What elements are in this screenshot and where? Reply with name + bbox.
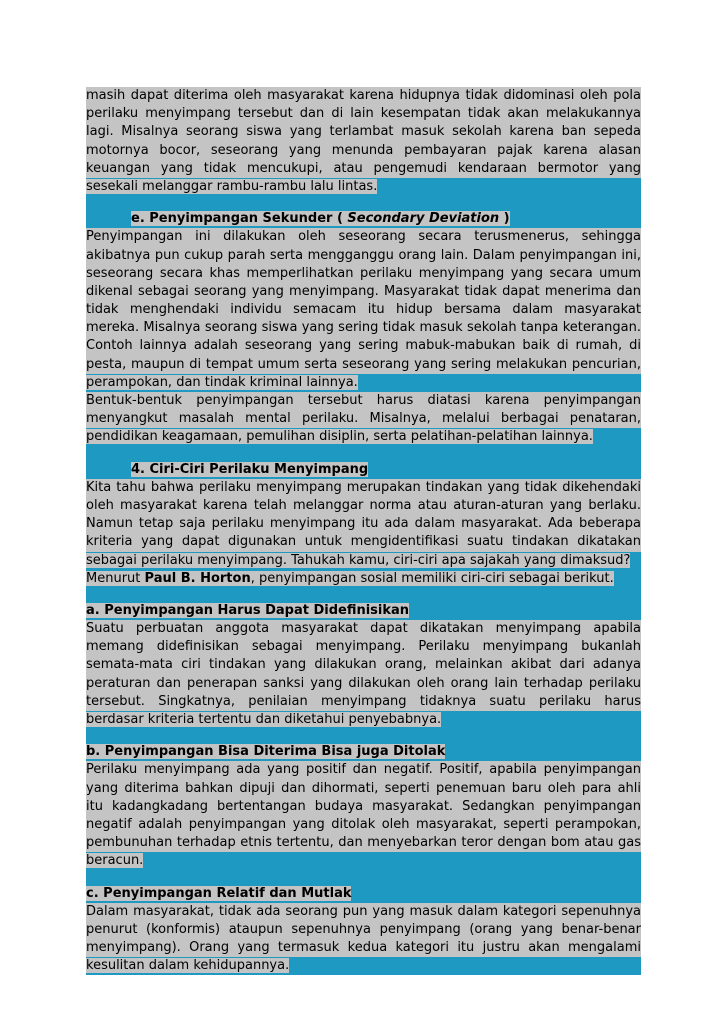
text-line xyxy=(86,903,641,921)
text-line-content: Dalam masyarakat, tidak ada seorang pun yang masuk dalam kategori sepenuhnya xyxy=(86,903,641,921)
heading-penyimpangan-sekunder xyxy=(86,210,641,228)
text-line xyxy=(86,479,641,497)
text-line xyxy=(86,656,641,674)
text-line-content: masih dapat diterima oleh masyarakat karena hidupnya tidak didominasi oleh pola xyxy=(86,87,641,105)
text-line-content: Penyimpangan ini dilakukan oleh seseorang secara terusmenerus, sehingga xyxy=(86,228,641,246)
text-line-content: beracun. xyxy=(86,853,144,869)
heading-prefix: e. Penyimpangan Sekunder ( xyxy=(131,211,348,227)
text-line-content: sebagai perilaku menyimpang. Tahukah kamu, ciri-ciri apa sajakah yang dimaksud? xyxy=(86,552,631,568)
text-line xyxy=(86,533,641,551)
text-line xyxy=(86,638,641,656)
heading-relatif-mutlak xyxy=(86,885,641,903)
text-line xyxy=(86,356,641,374)
text-line-content: Kita tahu bahwa perilaku menyimpang merupakan tindakan yang tidak dikehendaki xyxy=(86,479,641,497)
text-line-content: menyangkut masalah mental perilaku. Misalnya, melalui berbagai penataran, xyxy=(86,410,641,428)
text-line xyxy=(86,693,641,711)
text-line xyxy=(86,834,641,852)
text-line-content: dikenal sebagai seorang yang menyimpang. Masyarakat tidak dapat menerima dan xyxy=(86,283,641,301)
text-line xyxy=(86,552,641,570)
text-line xyxy=(86,319,641,337)
text-line-content: berdasar kriteria tertentu dan diketahui penyebabnya. xyxy=(86,712,442,727)
text-line-content: lagi. Misalnya seorang siswa yang terlambat masuk sekolah karena ban sepeda xyxy=(86,123,641,141)
text-line-content: Namun tetap saja perilaku menyimpang itu ada dalam masyarakat. Ada beberapa xyxy=(86,515,641,533)
text-line xyxy=(86,374,641,392)
text-line-content: tidak menghendaki individu semacam itu hidup bersama dalam masyarakat xyxy=(86,301,641,319)
document-body xyxy=(86,87,641,975)
paragraph-gap xyxy=(86,729,641,743)
text-line-content: kesulitan dalam kehidupannya. xyxy=(86,958,290,974)
text-line xyxy=(86,160,641,178)
heading-ciri-ciri-text: 4. Ciri-Ciri Perilaku Menyimpang xyxy=(131,461,369,477)
text-line-content: menyimpang). Orang yang termasuk kedua kategori itu justru akan mengalami xyxy=(86,939,641,957)
text-line xyxy=(86,515,641,533)
text-line xyxy=(86,497,641,515)
text-line-content: negatif adalah penyimpangan yang ditolak oleh masyarakat, seperti perampokan, xyxy=(86,816,641,834)
heading-suffix: ) xyxy=(499,211,510,227)
text-line-content: sesekali melanggar rambu-rambu lalu lintas. xyxy=(86,178,378,194)
text-line xyxy=(86,620,641,638)
text-line-content: kriteria yang dapat digunakan untuk mengidentifikasi suatu tindakan dikatakan xyxy=(86,533,641,551)
text-line xyxy=(86,392,641,410)
text-line xyxy=(86,780,641,798)
text-line-content: memang didefinisikan sebagai menyimpang. Perilaku menyimpang bukanlah xyxy=(86,638,641,656)
text-line-content: Contoh lainnya adalah seseorang yang sering mabuk-mabukan baik di rumah, di xyxy=(86,337,641,355)
heading-didefinisikan xyxy=(86,602,641,620)
text-line-content: yang diterima bahkan dipuji dan dihormati, seperti penemuan baru oleh para ahli xyxy=(86,780,641,798)
text-line xyxy=(86,105,641,123)
text-line-content: keuangan yang tidak mencukupi, atau pengemudi kendaraan bermotor yang xyxy=(86,160,641,178)
text-line xyxy=(86,142,641,160)
text-line-content: oleh masyarakat karena telah melanggar norma atau aturan-aturan yang berlaku. xyxy=(86,497,641,515)
heading-diterima-ditolak xyxy=(86,743,641,761)
text-line-content: itu kadangkadang bertentangan budaya masyarakat. Sedangkan penyimpangan xyxy=(86,798,641,816)
text-line xyxy=(86,247,641,265)
text-line xyxy=(86,761,641,779)
text-line xyxy=(86,123,641,141)
text-line xyxy=(86,228,641,246)
text-line-content: Bentuk-bentuk penyimpangan tersebut harus diatasi karena penyimpangan xyxy=(86,392,641,410)
text-line xyxy=(86,852,641,870)
paragraph-gap xyxy=(86,447,641,461)
paragraph-gap xyxy=(86,196,641,210)
text-line xyxy=(86,428,641,446)
text-line-content: pendidikan keagamaan, pemulihan disiplin, serta pelatihan-pelatihan lainnya. xyxy=(86,429,593,445)
text-line-content: mereka. Misalnya seorang siswa yang sering tidak masuk sekolah tanpa keterangan. xyxy=(86,319,641,337)
text-segment: Menurut xyxy=(86,570,145,586)
heading-italic-term: Secondary Deviation xyxy=(347,211,500,227)
paragraph-gap xyxy=(86,588,641,602)
heading-diterima-ditolak-text: b. Penyimpangan Bisa Diterima Bisa juga Ditolak xyxy=(86,744,446,760)
text-line xyxy=(86,711,641,729)
text-line-content: penurut (konformis) ataupun sepenuhnya penyimpang (orang yang benar-benar xyxy=(86,921,641,939)
author-name: Paul B. Horton xyxy=(144,570,251,586)
text-line xyxy=(86,798,641,816)
heading-relatif-mutlak-text: c. Penyimpangan Relatif dan Mutlak xyxy=(86,885,352,901)
text-line-content: tersebut. Singkatnya, penilaian menyimpang tidaknya suatu perilaku harus xyxy=(86,693,641,711)
text-line xyxy=(86,921,641,939)
text-line-content: pembunuhan terhadap etnis tertentu, dan menyebarkan teror dengan bom atau gas xyxy=(86,834,641,852)
heading-didefinisikan-text: a. Penyimpangan Harus Dapat Didefinisikan xyxy=(86,602,410,618)
text-line xyxy=(86,283,641,301)
text-line xyxy=(86,178,641,196)
text-line xyxy=(86,87,641,105)
text-line-content xyxy=(86,571,614,586)
text-line-content: Suatu perbuatan anggota masyarakat dapat dikatakan menyimpang apabila xyxy=(86,620,641,638)
paragraph-gap xyxy=(86,871,641,885)
text-line xyxy=(86,957,641,975)
text-line xyxy=(86,265,641,283)
text-line xyxy=(86,675,641,693)
heading-ciri-ciri xyxy=(86,461,641,479)
text-line-content: seseorang secara khas memperlihatkan perilaku menyimpang yang secara umum xyxy=(86,265,641,283)
text-segment: , penyimpangan sosial memiliki ciri-ciri sebagai berikut. xyxy=(250,570,614,586)
text-line-content: perampokan, dan tindak kriminal lainnya. xyxy=(86,374,358,390)
text-line-content: peraturan dan penerapan sanksi yang dilakukan oleh orang lain terhadap perilaku xyxy=(86,675,641,693)
text-line-content: Perilaku menyimpang ada yang positif dan negatif. Positif, apabila penyimpangan xyxy=(86,761,641,779)
text-line xyxy=(86,301,641,319)
text-line-content: motornya bocor, seseorang yang menunda pembayaran pajak karena alasan xyxy=(86,142,641,160)
text-line-content: perilaku menyimpang tersebut dan di lain kesempatan tidak akan melakukannya xyxy=(86,105,641,123)
text-line xyxy=(86,816,641,834)
text-line-content: akibatnya pun cukup parah serta mengganggu orang lain. Dalam penyimpangan ini, xyxy=(86,247,641,265)
text-line xyxy=(86,410,641,428)
text-line xyxy=(86,337,641,355)
text-line-content: semata-mata ciri tindakan yang dilakukan orang, melainkan akibat dari adanya xyxy=(86,656,641,674)
text-line xyxy=(86,939,641,957)
text-line-content: pesta, maupun di tempat umum serta seseorang yang sering melakukan pencurian, xyxy=(86,356,641,374)
heading-penyimpangan-sekunder-text xyxy=(131,211,510,226)
text-line xyxy=(86,570,641,588)
